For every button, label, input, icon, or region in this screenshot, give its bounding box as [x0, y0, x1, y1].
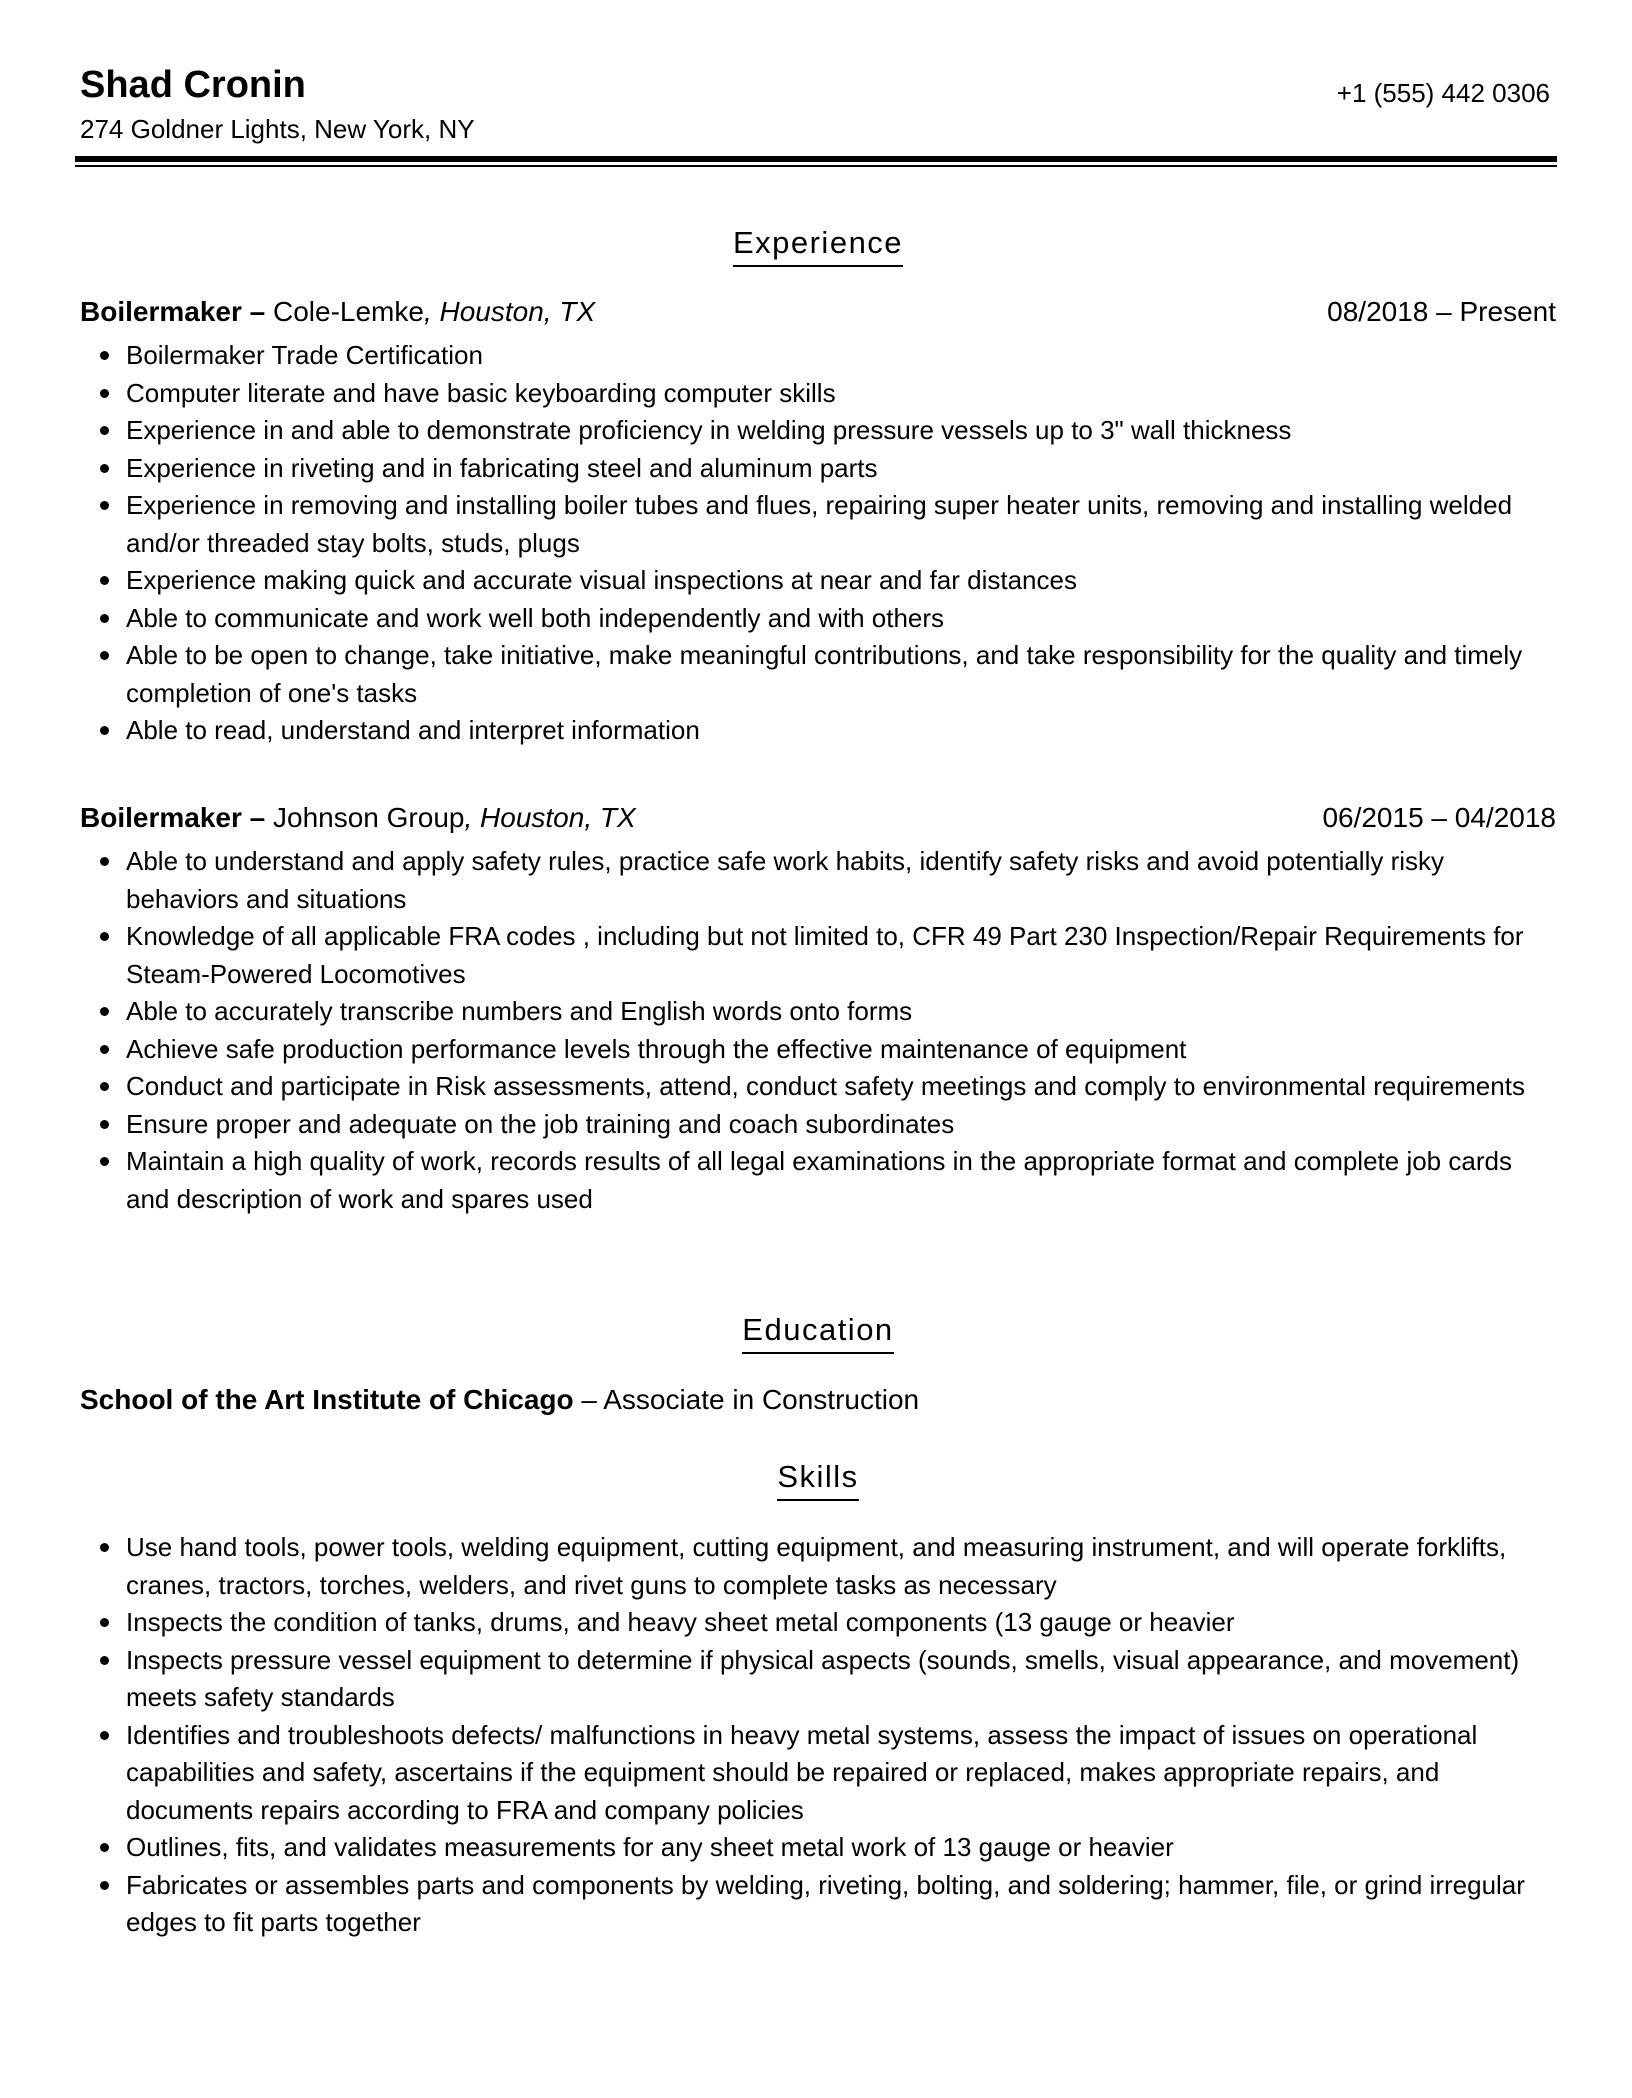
list-item: Computer literate and have basic keyboarding computer skills: [80, 375, 1556, 413]
list-item: Ensure proper and adequate on the job training and coach subordinates: [80, 1106, 1556, 1144]
education-degree: – Associate in Construction: [573, 1384, 920, 1415]
education-entry: [80, 1382, 1556, 1418]
job-1-bullets: [80, 337, 1556, 750]
list-item: Experience in riveting and in fabricating steel and aluminum parts: [80, 450, 1556, 488]
resume-header: [80, 0, 1556, 170]
list-item: Able to communicate and work well both independently and with others: [80, 600, 1556, 638]
education-school: School of the Art Institute of Chicago: [80, 1384, 574, 1415]
job-location: , Houston, TX: [464, 802, 636, 833]
list-item: Maintain a high quality of work, records results of all legal examinations in the appropriate format and complete job cards and description of work and spares used: [80, 1143, 1556, 1218]
resume-page: [80, 0, 1556, 1937]
header-divider: [75, 156, 1557, 167]
list-item: Able to read, understand and interpret information: [80, 712, 1556, 750]
candidate-name: Shad Cronin: [80, 64, 306, 106]
list-item: Achieve safe production performance levels through the effective maintenance of equipment: [80, 1031, 1556, 1069]
list-item: Knowledge of all applicable FRA codes , including but not limited to, CFR 49 Part 230 Inspection/Repair Requirements for Steam-Powered Locomotives: [80, 918, 1556, 993]
job-2-bullets: [80, 843, 1556, 1218]
list-item: Experience in and able to demonstrate proficiency in welding pressure vessels up to 3" wall thickness: [80, 412, 1556, 450]
list-item: Identifies and troubleshoots defects/ malfunctions in heavy metal systems, assess the impact of issues on operational capabilities and safety, ascertains if the equipment should be repaired or replaced, makes appropriate repairs, and documents repairs according to FRA and company policies: [80, 1717, 1556, 1830]
list-item: Boilermaker Trade Certification: [80, 337, 1556, 375]
experience-heading-text: Experience: [733, 223, 903, 267]
list-item: Able to understand and apply safety rules, practice safe work habits, identify safety risks and avoid potentially risky behaviors and situations: [80, 843, 1556, 918]
list-item: Inspects pressure vessel equipment to determine if physical aspects (sounds, smells, visual appearance, and movement) meets safety standards: [80, 1642, 1556, 1717]
job-header-2: [80, 800, 1556, 836]
list-item: Experience making quick and accurate visual inspections at near and far distances: [80, 562, 1556, 600]
list-item: Use hand tools, power tools, welding equipment, cutting equipment, and measuring instrument, and will operate forklifts, cranes, tractors, torches, welders, and rivet guns to complete tasks as necessary: [80, 1529, 1556, 1604]
list-item: Experience in removing and installing boiler tubes and flues, repairing super heater units, removing and installing welded and/or threaded stay bolts, studs, plugs: [80, 487, 1556, 562]
education-heading-text: Education: [742, 1310, 893, 1354]
job-dates: 06/2015 – 04/2018: [1322, 802, 1556, 833]
job-company: Johnson Group: [265, 802, 465, 833]
job-title: Boilermaker –: [80, 296, 266, 327]
job-title: Boilermaker –: [80, 802, 266, 833]
list-item: Able to accurately transcribe numbers and English words onto forms: [80, 993, 1556, 1031]
job-dates: 08/2018 – Present: [1327, 296, 1556, 327]
skills-heading-text: Skills: [777, 1457, 858, 1501]
list-item: Fabricates or assembles parts and components by welding, riveting, bolting, and soldering; hammer, file, or grind irregular edges to fit parts together: [80, 1867, 1556, 1942]
job-location: , Houston, TX: [423, 296, 596, 327]
experience-heading: [80, 223, 1556, 267]
list-item: Conduct and participate in Risk assessments, attend, conduct safety meetings and comply to environmental requirements: [80, 1068, 1556, 1106]
list-item: Able to be open to change, take initiative, make meaningful contributions, and take responsibility for the quality and timely completion of one's tasks: [80, 637, 1556, 712]
job-header-1: [80, 294, 1556, 330]
skills-heading: [80, 1457, 1556, 1501]
candidate-address: 274 Goldner Lights, New York, NY: [80, 114, 475, 144]
skills-bullets: [80, 1529, 1556, 1942]
list-item: Inspects the condition of tanks, drums, and heavy sheet metal components (13 gauge or heavier: [80, 1604, 1556, 1642]
education-heading: [80, 1310, 1556, 1354]
job-company: Cole-Lemke: [265, 296, 424, 327]
list-item: Outlines, fits, and validates measurements for any sheet metal work of 13 gauge or heavier: [80, 1829, 1556, 1867]
candidate-phone: +1 (555) 442 0306: [1336, 78, 1550, 108]
